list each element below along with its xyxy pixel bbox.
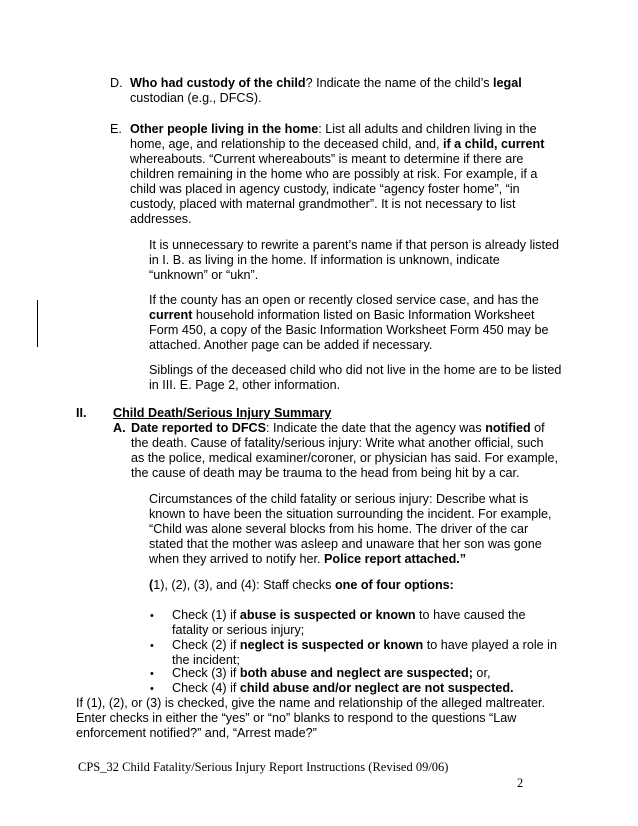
text-run: or, (472, 666, 491, 680)
text-run: “unknown” or “ukn”. (149, 268, 259, 282)
bullet-2-text (172, 638, 557, 668)
bold-text: legal (493, 76, 522, 90)
bold-text: current (149, 308, 193, 322)
text-line (76, 711, 545, 726)
text-run: stated that the mother was asleep and unaware that her son was gone (149, 537, 542, 551)
text-line (149, 253, 559, 268)
text-line (149, 268, 559, 283)
bold-text: ( (149, 578, 154, 592)
section-a-paragraph-2 (149, 578, 454, 593)
text-run: addresses. (130, 212, 192, 226)
text-run: the death. Cause of fatality/serious injury: Write what another official, such (131, 436, 544, 450)
text-run: Check (2) if (172, 638, 240, 652)
bullet-3-icon: • (150, 668, 154, 680)
text-run: custody, placed with maternal grandmother”. It is not necessary to list (130, 197, 516, 211)
text-line (149, 378, 561, 393)
bold-text: child abuse and/or neglect are not suspected. (239, 681, 514, 695)
text-line (149, 308, 548, 323)
footer-text: CPS_32 Child Fatality/Serious Injury Report Instructions (Revised 09/06) (78, 760, 449, 774)
bullet-4-icon: • (150, 683, 154, 695)
text-run: to have played a role in (423, 638, 557, 652)
text-line (130, 152, 544, 167)
text-run: fatality or serious injury; (172, 623, 305, 637)
text-line (130, 76, 522, 91)
section-a-text (131, 421, 558, 481)
section-a-paragraph-1 (149, 492, 552, 567)
text-line (131, 466, 558, 481)
page-number: 2 (517, 776, 524, 790)
text-line (172, 608, 526, 623)
text-run: whereabouts. “Current whereabouts” is meant to determine if there are (130, 152, 524, 166)
text-run: to have caused the (415, 608, 526, 622)
text-line (149, 323, 548, 338)
bold-text: Who had custody of the child (130, 76, 306, 90)
text-line (130, 122, 544, 137)
bullet-4-text (172, 681, 514, 696)
text-line (172, 623, 526, 638)
text-run: Enter checks in either the “yes” or “no” blanks to respond to the questions “Law (76, 711, 517, 725)
section-e-letter: E. (110, 122, 122, 136)
text-line (76, 696, 545, 711)
section-e-paragraph-2 (149, 293, 548, 353)
text-run: known to have been the situation surrounding the incident. For example, (149, 507, 552, 521)
text-run: children remaining in the home who are possibly at risk. For example, if a (130, 167, 538, 181)
bullet-1-icon: • (150, 610, 154, 622)
section-ii-numeral: II. (76, 406, 87, 420)
bold-text: Police report attached.” (324, 552, 467, 566)
bold-text: abuse is suspected or known (239, 608, 416, 622)
text-line (131, 421, 558, 436)
text-run: : Indicate the date that the agency was (266, 421, 486, 435)
text-run: Siblings of the deceased child who did not live in the home are to be listed (149, 363, 562, 377)
text-run: enforcement notified?” and, “Arrest made?” (76, 726, 317, 740)
text-run: when they arrived to notify her. (149, 552, 325, 566)
section-a-letter: A. (113, 421, 126, 435)
text-run: as the police, medical examiner/coroner, or physician has said. For example, (131, 451, 558, 465)
section-e-paragraph-3 (149, 363, 561, 393)
text-line (172, 638, 557, 653)
bold-text: one of four options: (334, 578, 454, 592)
section-e-paragraph-1 (149, 238, 559, 283)
bullet-1-text (172, 608, 526, 638)
text-run: Check (1) if (172, 608, 240, 622)
text-run: custodian (e.g., DFCS). (130, 91, 262, 105)
revision-change-bar (37, 300, 38, 347)
text-run: home, age, and relationship to the deceased child, and, (130, 137, 443, 151)
text-line (130, 91, 522, 106)
text-line (172, 681, 514, 696)
bold-text: both abuse and neglect are suspected; (239, 666, 473, 680)
bold-text: neglect is suspected or known (239, 638, 424, 652)
text-line (149, 578, 454, 593)
text-line (172, 666, 490, 681)
bold-text: Date reported to DFCS (131, 421, 267, 435)
closing-paragraph (76, 696, 545, 741)
text-line (149, 552, 552, 567)
text-run: Check (3) if (172, 666, 240, 680)
text-line (149, 522, 552, 537)
text-run: 1), (2), (3), and (4): Staff checks (153, 578, 335, 592)
text-line (149, 338, 548, 353)
text-run: Circumstances of the child fatality or serious injury: Describe what is (149, 492, 529, 506)
text-line (149, 507, 552, 522)
text-run: : List all adults and children living in the (318, 122, 537, 136)
text-line (76, 726, 545, 741)
text-run: attached. Another page can be added if necessary. (149, 338, 433, 352)
text-line (130, 182, 544, 197)
text-run: the incident; (172, 653, 240, 667)
text-run: the cause of death may be trauma to the head from being hit by a car. (131, 466, 520, 480)
bold-text: if a child, current (442, 137, 545, 151)
text-line (131, 451, 558, 466)
section-ii-heading: Child Death/Serious Injury Summary (113, 406, 332, 420)
text-line (149, 537, 552, 552)
section-d-text (130, 76, 522, 106)
bold-text: notified (485, 421, 531, 435)
text-run: “Child was alone several blocks from his home. The driver of the car (149, 522, 529, 536)
text-run: Check (4) if (172, 681, 240, 695)
text-line (149, 293, 548, 308)
bullet-2-icon: • (150, 640, 154, 652)
text-line (131, 436, 558, 451)
text-run: ? Indicate the name of the child’s (305, 76, 494, 90)
text-run: Form 450, a copy of the Basic Information Worksheet Form 450 may be (149, 323, 549, 337)
text-line (130, 167, 544, 182)
text-line (130, 212, 544, 227)
text-line (130, 137, 544, 152)
text-run: child was placed in agency custody, indicate “agency foster home”, “in (130, 182, 520, 196)
text-run: in I. B. as living in the home. If information is unknown, indicate (149, 253, 500, 267)
text-line (130, 197, 544, 212)
section-e-text (130, 122, 544, 227)
text-run: If the county has an open or recently closed service case, and has the (149, 293, 539, 307)
text-run: in III. E. Page 2, other information. (149, 378, 341, 392)
text-run: of (530, 421, 545, 435)
text-run: If (1), (2), or (3) is checked, give the name and relationship of the alleged maltreater. (76, 696, 546, 710)
bold-text: Other people living in the home (130, 122, 319, 136)
text-line (149, 492, 552, 507)
bullet-3-text (172, 666, 490, 681)
section-d-letter: D. (110, 76, 123, 90)
text-run: household information listed on Basic Information Worksheet (192, 308, 535, 322)
text-line (149, 363, 561, 378)
text-line (149, 238, 559, 253)
text-run: It is unnecessary to rewrite a parent’s name if that person is already listed (149, 238, 559, 252)
